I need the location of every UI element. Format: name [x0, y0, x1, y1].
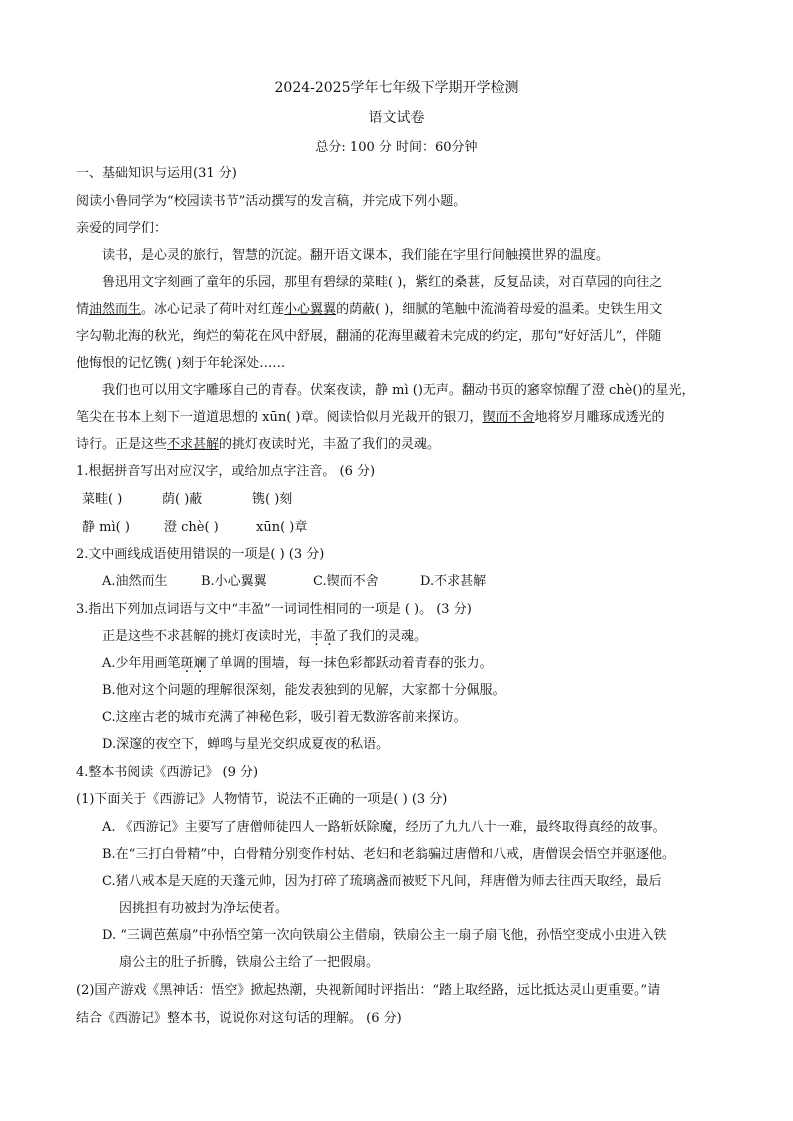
q1-item: 澄 chè( ) — [164, 520, 219, 535]
speech-paragraph-3-line-2: 笔尖在书本上刻下一道道思想的 xūn( )章。阅读恰似月光裁开的银刀，锲而不舍地将岁月雕琢成透光的 — [76, 410, 665, 425]
q3-option-a: A.少年用画笔斑斓了单调的围墙，每一抹色彩都跃动着青春的张力。 — [102, 656, 493, 671]
speech-paragraph-2-line-2: 情油然而生。冰心记录了荷叶对红莲小心翼翼的荫蔽( )，细腻的笔触中流淌着母爱的温柔。史铁生用文 — [76, 302, 663, 317]
speech-paragraph-2-line-4: 他悔恨的记忆镌( )刻于年轮深处…… — [76, 356, 286, 371]
dotted-char: 斓 — [193, 656, 207, 671]
q1-item: xūn( )章 — [256, 520, 308, 535]
q4-option-c-line-1: C.猪八戒本是天庭的天蓬元帅，因为打碎了琉璃盏而被贬下凡间，拜唐僧为师去往西天取经，最后 — [102, 874, 662, 889]
q2-option-c: C.锲而不舍 — [313, 574, 379, 589]
q4-sub-1: (1)下面关于《西游记》人物情节，说法不正确的一项是( ) (3 分) — [76, 792, 448, 807]
q4-option-d-line-1: D. “三调芭蕉扇”中孙悟空第一次向铁扇公主借扇，铁扇公主一扇子扇飞他，孙悟空变成小虫进入铁 — [102, 928, 667, 943]
q1-item: 静 mì( ) — [82, 520, 130, 535]
speech-paragraph-2-line-1: 鲁迅用文字刻画了童年的乐园，那里有碧绿的菜畦( )，紫红的桑葚，反复品读，对百草园的向往之 — [102, 275, 663, 290]
q3-option-b: B.他对这个问题的理解很深刻，能发表独到的见解，大家都十分佩服。 — [102, 683, 506, 698]
underlined-idiom: 油然而生 — [89, 302, 142, 317]
speech-paragraph-3-line-3: 诗行。正是这些不求甚解的挑灯夜读时光，丰盈了我们的灵魂。 — [76, 437, 441, 452]
dotted-char: 斑 — [180, 656, 194, 671]
q1-item: 菜畦( ) — [82, 492, 123, 507]
q1-item: 荫( )蔽 — [162, 492, 203, 507]
q3-option-c: C.这座古老的城市充满了神秘色彩，吸引着无数游客前来探访。 — [102, 710, 467, 725]
q1-item: 镌( )刻 — [252, 492, 293, 507]
q4-option-b: B.在“三打白骨精”中，白骨精分别变作村姑、老妇和老翁骗过唐僧和八戒，唐僧误会悟空并驱逐他。 — [102, 847, 675, 862]
section-heading: 一、基础知识与运用(31 分) — [76, 166, 237, 181]
underlined-idiom: 不求甚解 — [167, 437, 220, 452]
q3-quote: 正是这些不求甚解的挑灯夜读时光，丰盈了我们的灵魂。 — [102, 629, 428, 644]
q3-option-d: D.深邃的夜空下，蝉鸣与星光交织成夏夜的私语。 — [102, 737, 390, 752]
q2-option-d: D.不求甚解 — [420, 574, 487, 589]
question-1-stem: 1.根据拼音写出对应汉字，或给加点字注音。 (6 分) — [76, 464, 376, 479]
question-3-stem: 3.指出下列加点词语与文中“丰盈”一词词性相同的一项是 ( )。 (3 分) — [76, 602, 472, 617]
q4-option-a: A. 《西游记》主要写了唐僧师徒四人一路斩妖除魔，经历了九九八十一难，最终取得真经的故事。 — [102, 820, 666, 835]
q4-sub-2-line-1: (2)国产游戏《黑神话：悟空》掀起热潮，央视新闻时评指出：“踏上取经路，远比抵达灵山更重要。”请 — [76, 983, 661, 998]
exam-title: 2024-2025学年七年级下学期开学检测 — [274, 80, 519, 96]
dotted-char: 丰 — [310, 629, 324, 644]
exam-meta: 总分: 100 分 时间：60分钟 — [315, 140, 478, 155]
speech-paragraph-1: 读书，是心灵的旅行，智慧的沉淀。翻开语文课本，我们能在字里行间触摸世界的温度。 — [102, 248, 610, 263]
question-4-stem: 4.整本书阅读《西游记》 (9 分) — [76, 765, 259, 780]
q4-sub-2-line-2: 结合《西游记》整本书，说说你对这句话的理解。 (6 分) — [76, 1011, 402, 1026]
q2-option-a: A.油然而生 — [102, 574, 168, 589]
underlined-idiom: 小心翼翼 — [284, 302, 337, 317]
exam-subtitle: 语文试卷 — [368, 110, 425, 126]
question-2-stem: 2.文中画线成语使用错误的一项是( ) (3 分) — [76, 547, 325, 562]
speech-paragraph-3-line-1: 我们也可以用文字雕琢自己的青春。伏案夜读，静 mì ()无声。翻动书页的窸窣惊醒了澄 chè()的星光， — [102, 383, 695, 398]
underlined-idiom: 锲而不舍 — [482, 410, 535, 425]
dotted-char: 盈 — [323, 629, 337, 644]
reading-intro: 阅读小鲁同学为“校园读书节”活动撰写的发言稿，并完成下列小题。 — [76, 194, 467, 209]
q4-option-d-line-2: 扇公主的肚子折腾，铁扇公主给了一把假扇。 — [119, 955, 380, 970]
speech-greeting: 亲爱的同学们： — [76, 221, 168, 236]
q4-option-c-line-2: 因挑担有功被封为净坛使者。 — [119, 901, 289, 916]
q2-option-b: B.小心翼翼 — [201, 574, 267, 589]
speech-paragraph-2-line-3: 字勾勒北海的秋光，绚烂的菊花在风中舒展，翻涌的花海里藏着未完成的约定，那句“好好活儿”，伴随 — [76, 329, 662, 344]
